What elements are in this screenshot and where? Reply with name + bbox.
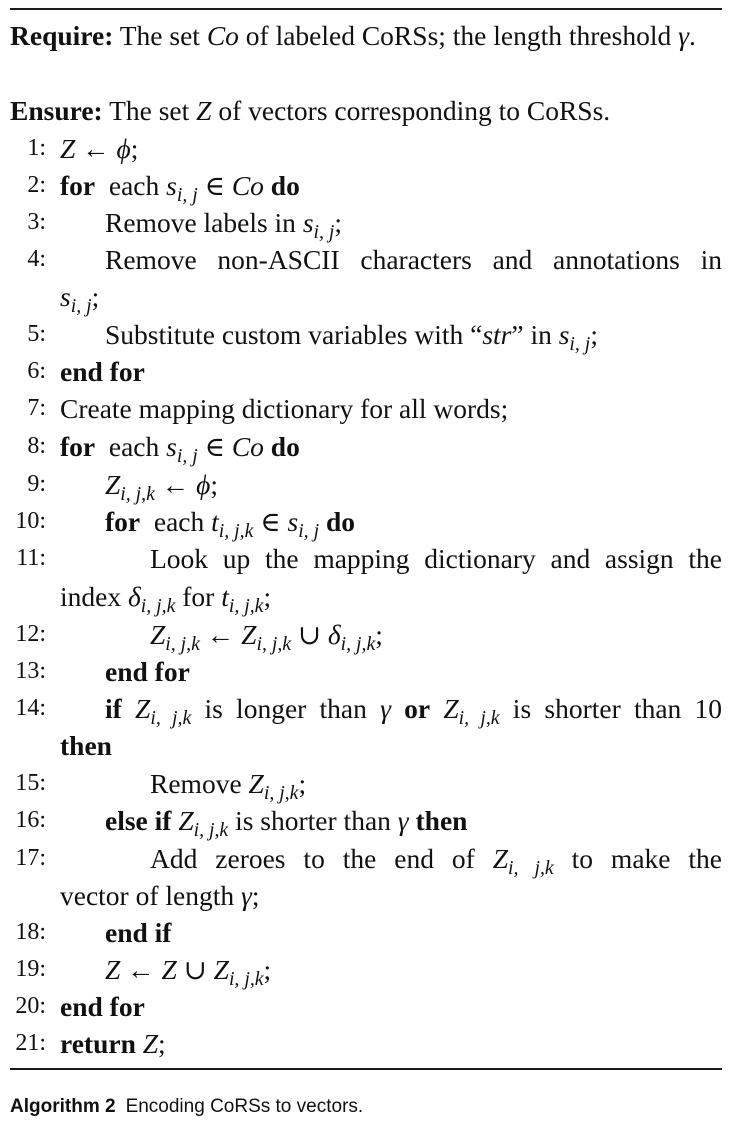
caption-text: Encoding CoRSs to vectors. xyxy=(125,1096,364,1117)
bottom-rule xyxy=(10,1068,722,1070)
algorithm-caption xyxy=(10,1096,363,1118)
ensure-clause: Ensure: The set Z of vectors corresponding to CoRSs. xyxy=(10,95,611,126)
top-rule xyxy=(10,8,722,10)
caption-label: Algorithm 2 xyxy=(10,1096,116,1117)
require-clause: Require: The set Co of labeled CoRSs; the length threshold γ. xyxy=(10,20,696,51)
